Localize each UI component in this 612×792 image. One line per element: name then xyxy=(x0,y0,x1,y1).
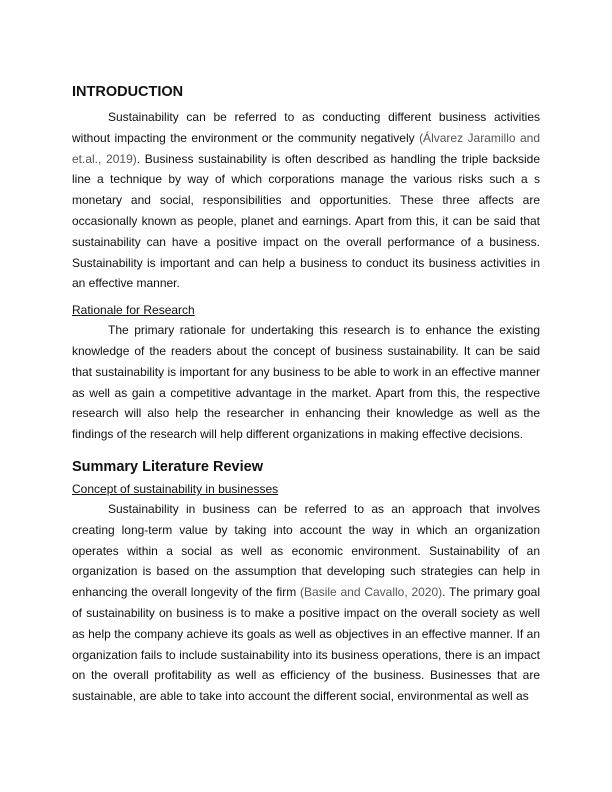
introduction-heading: INTRODUCTION xyxy=(72,84,184,100)
rationale-subheading: Rationale for Research xyxy=(72,303,195,318)
literature-review-heading: Summary Literature Review xyxy=(72,458,263,475)
intro-text-a: Sustainability can be referred to as conducting different business activities without impacting the environment or the community negatively xyxy=(72,110,540,145)
document-body xyxy=(72,83,540,707)
literature-text-a: Sustainability in business can be referred to as an approach that involves creating long-term value by taking into account the way in which an organization operates within a social as well as economic environment. Sustainability of an organization is based on the assumption that developing such strategies can help in enhancing the overall longevity of the firm xyxy=(72,501,540,600)
intro-text-b: . Business sustainability is often described as handling the triple backside line a technique by way of which corporations manage the various risks such a s monetary and social, responsibilities and opportunities. These three affects are occasionally known as people, planet and earnings. Apart from this, it can be said that sustainability can have a positive impact on the overall performance of a business. Sustainability is important and can help a business to conduct its business activities in an effective manner. xyxy=(72,151,540,291)
literature-paragraph xyxy=(72,499,540,707)
introduction-paragraph xyxy=(72,107,540,294)
concept-subheading: Concept of sustainability in businesses xyxy=(72,481,279,496)
intro-citation: (Álvarez Jaramillo and et.al., 2019) xyxy=(72,130,540,166)
rationale-paragraph: The primary rationale for undertaking this research is to enhance the existing knowledge of the readers about the concept of business sustainability. It can be said that sustainability is important for any business to be able to work in an effective manner as well as gain a competitive advantage in the market. Apart from this, the respective research will also help the researcher in enhancing their knowledge as well as the findings of the research will help different organizations in making effective decisions. xyxy=(72,323,540,442)
literature-citation: (Basile and Cavallo, 2020) xyxy=(300,585,443,600)
literature-text-b: . The primary goal of sustainability on business is to make a positive impact on the overall society as well as help the company achieve its goals as well as objectives in an effective manner. If an organization fails to include sustainability into its business operations, there is an impact on the overall profitability as well as efficiency of the business. Businesses that are sustainable, are able to take into account the different social, environmental as well as xyxy=(72,585,541,704)
